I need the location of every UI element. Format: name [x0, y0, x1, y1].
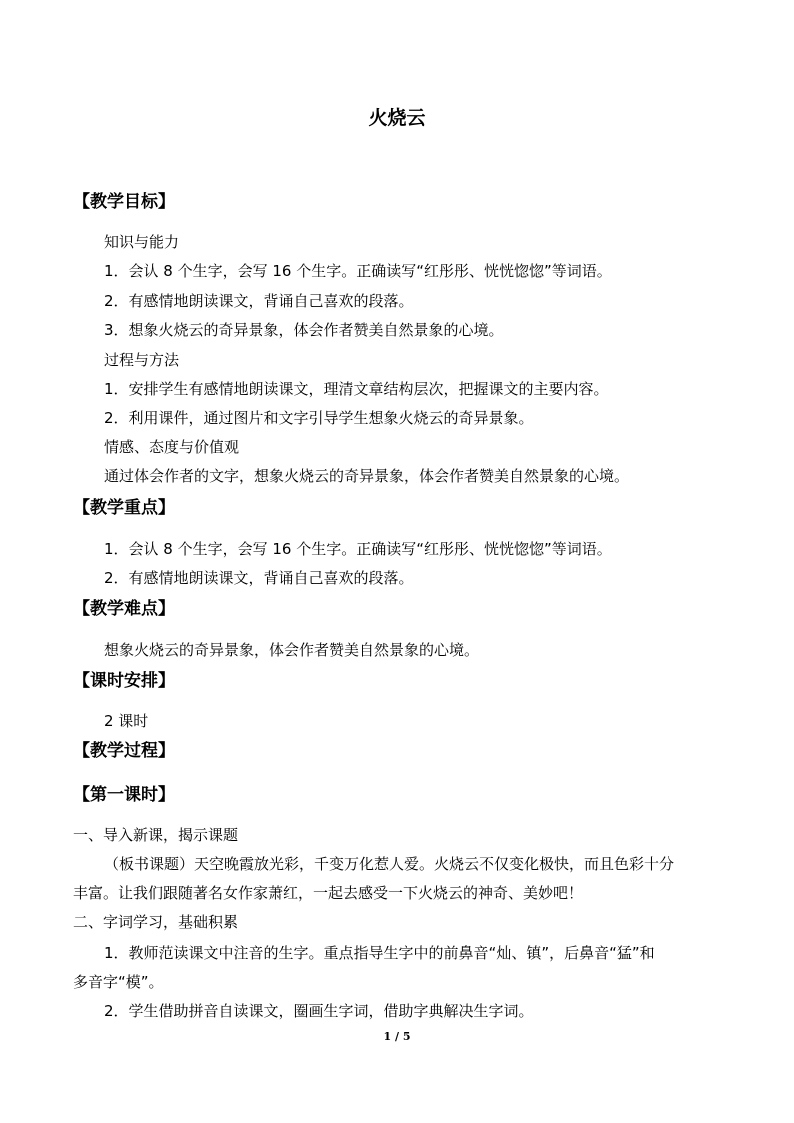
part-two-item: 1．教师范读课文中注音的生字。重点指导生字中的前鼻音“灿、镇”，后鼻音“猛”和 — [104, 944, 655, 962]
heading-key-points: 【教学重点】 — [73, 498, 175, 518]
part-one-text: （板书课题）天空晚霞放光彩，千变万化惹人爱。火烧云不仅变化极快，而且色彩十分 — [104, 855, 675, 873]
objective-item: 1．安排学生有感情地朗读课文，理清文章结构层次，把握课文的主要内容。 — [104, 380, 609, 398]
objective-item: 3．想象火烧云的奇异景象，体会作者赞美自然景象的心境。 — [104, 321, 504, 339]
objective-text: 通过体会作者的文字，想象火烧云的奇异景象，体会作者赞美自然景象的心境。 — [104, 467, 630, 485]
subheading-emotion-values: 情感、态度与价值观 — [104, 438, 240, 456]
schedule-text: 2 课时 — [104, 712, 149, 730]
heading-difficulties: 【教学难点】 — [73, 599, 175, 619]
part-two-item: 2．学生借助拼音自读课文，圈画生字词，借助字典解决生字词。 — [104, 1002, 534, 1020]
difficulty-text: 想象火烧云的奇异景象，体会作者赞美自然景象的心境。 — [104, 641, 480, 659]
part-two-title: 二、字词学习，基础积累 — [73, 913, 239, 931]
document-title: 火烧云 — [368, 107, 426, 129]
subheading-process-method: 过程与方法 — [104, 351, 180, 369]
part-one-title: 一、导入新课，揭示课题 — [73, 826, 239, 844]
heading-objectives: 【教学目标】 — [73, 192, 175, 212]
objective-item: 1．会认 8 个生字，会写 16 个生字。正确读写“红彤彤、恍恍惚惚”等词语。 — [104, 262, 612, 280]
key-point-item: 2．有感情地朗读课文，背诵自己喜欢的段落。 — [104, 569, 414, 587]
key-point-item: 1．会认 8 个生字，会写 16 个生字。正确读写“红彤彤、恍恍惚惚”等词语。 — [104, 540, 612, 558]
heading-schedule: 【课时安排】 — [73, 671, 175, 691]
heading-process: 【教学过程】 — [73, 741, 175, 761]
part-one-text: 丰富。让我们跟随著名女作家萧红，一起去感受一下火烧云的神奇、美妙吧！ — [73, 884, 584, 902]
objective-item: 2．利用课件，通过图片和文字引导学生想象火烧云的奇异景象。 — [104, 409, 534, 427]
objective-item: 2．有感情地朗读课文，背诵自己喜欢的段落。 — [104, 292, 414, 310]
heading-lesson-one: 【第一课时】 — [73, 785, 175, 805]
subheading-knowledge-ability: 知识与能力 — [104, 233, 180, 251]
page-number: 1 / 5 — [383, 1030, 411, 1043]
part-two-item: 多音字“模”。 — [73, 973, 164, 991]
